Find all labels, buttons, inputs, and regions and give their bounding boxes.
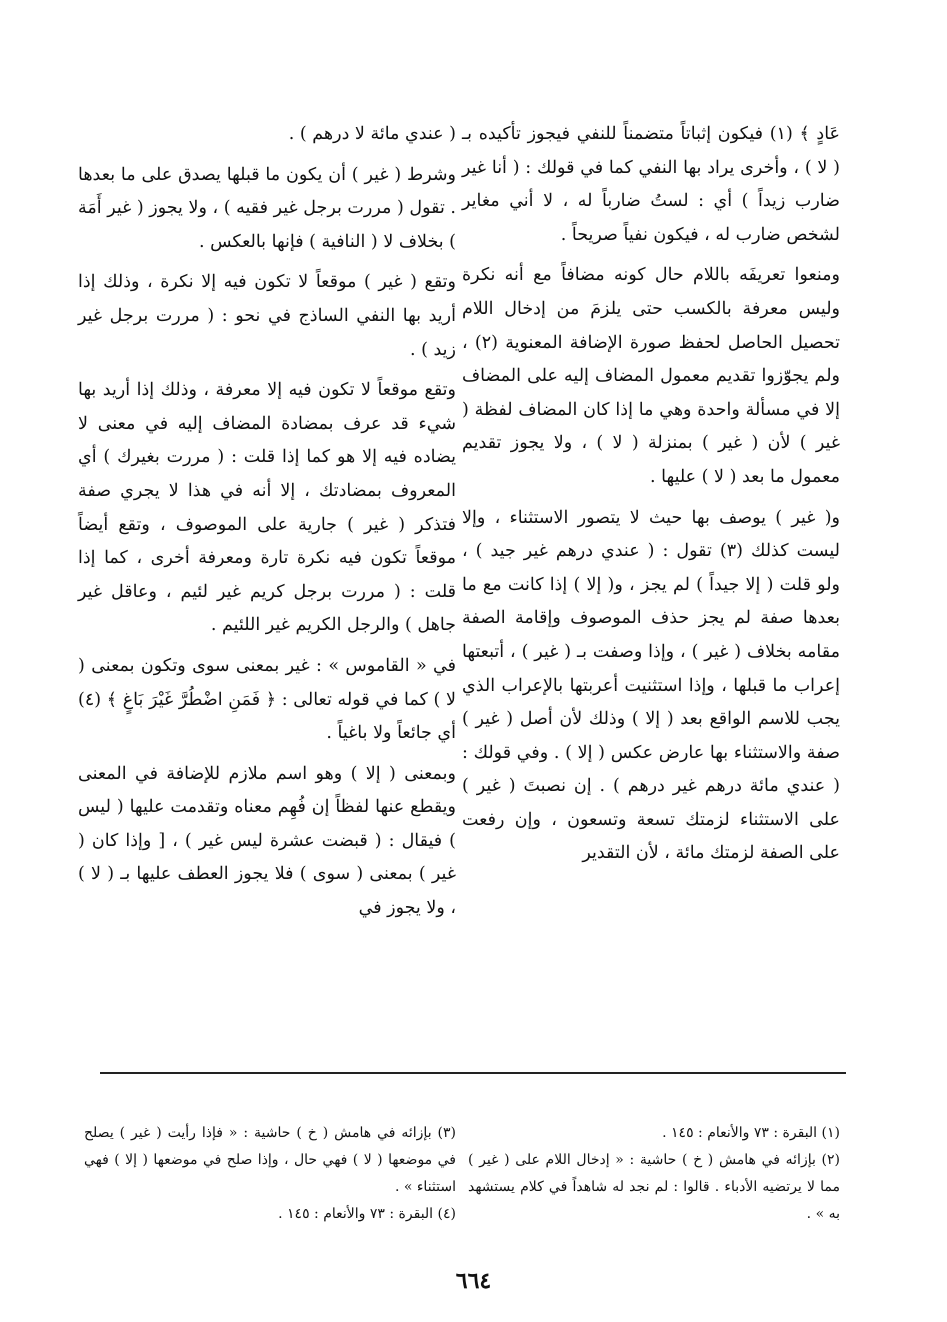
footnote-2: (٢) بإزائه في هامش ( خ ) حاشية : « إدخال اللام على ( غير ) مما لا يرتضيه الأدباء . قالوا : لم نجد له شاهداً في كلام يستشهد به » .: [468, 1152, 840, 1222]
paragraph: ومنعوا تعريفَه باللام حال كونه مضافاً مع أنه نكرة وليس معرفة بالكسب حتى يلزمَ من إدخال اللام تحصيل الحاصل لحفظ صورة الإضافة المعنوية (٢) ، ولم يجوّزوا تقديم معمول المضاف إليه على المضاف إلا في مسألة واحدة وهي ما إذا كان المضاف لفظة ( غير ) لأن ( غير ) بمنزلة ( لا ) ، ولا يجوز تقديم معمول ما بعد ( لا ) عليها .: [462, 265, 840, 487]
footnotes-left-column: [84, 1120, 456, 1228]
paragraph: وتقع ( غير ) موقعاً لا تكون فيه إلا نكرة ، وذلك إذا أريد بها النفي الساذج في نحو : ( مررت برجل غير زيد ) .: [78, 272, 456, 360]
paragraph: و( غير ) يوصف بها حيث لا يتصور الاستثناء ، وإلا ليست كذلك (٣) تقول : ( عندي درهم غير جيد ) ، ولو قلت ( إلا جيداً ) لم يجز ، و( إلا ) إذا كانت مع ما بعدها صفة لم يجز حذف الموصوف وإقامة الصفة مقامه بخلاف ( غير ) ، وإذا وصفت بـ ( غير ) ، أتبعتها إعراب ما قبلها ، وإذا استثنيت أعربتها بالإعراب الذي يجب للاسم الواقع بعد ( إلا ) وذلك لأن أصل ( غير ) صفة والاستثناء بها عارض عكس ( إلا ) . وفي قولك : ( عندي مائة درهم غير درهم ) . إن نصبتَ ( غير ) على الاستثناء لزمتك تسعة وتسعون ، وإن رفعت على الصفة لزمتك مائة ، لأن التقدير: [462, 507, 840, 864]
footnote-4: (٤) البقرة : ٧٣ والأنعام : ١٤٥ .: [278, 1206, 456, 1222]
paragraph: وتقع موقعاً لا تكون فيه إلا معرفة ، وذلك إذا أريد بها شيء قد عرف بمضادة المضاف إليه في معنى لا يضاده فيه إلا هو كما إذا قلت : ( مررت بغيرك ) أي المعروف بمضادتك ، إلا أنه في هذا لا يجري صفة فتذكر ( غير ) جارية على الموصوف ، وتقع أيضاً موقعاً تكون فيه نكرة تارة ومعرفة أخرى ، كما إذا قلت : ( مررت برجل كريم غير لئيم ، وعاقل غير جاهل ) والرجل الكريم غير اللئيم .: [78, 380, 456, 636]
main-text-left-column: [78, 118, 456, 926]
main-text-right-column: [462, 118, 840, 871]
footnote-divider: [100, 1072, 846, 1074]
paragraph: في « القاموس » : غير بمعنى سوى وتكون بمعنى ( لا ) كما في قوله تعالى : ﴿ فَمَنِ اضْطُرَّ غَيْرَ بَاغٍ ﴾ (٤) أي جائعاً ولا باغياً .: [78, 655, 456, 744]
paragraph: وشرط ( غير ) أن يكون ما قبلها يصدق على ما بعدها . تقول ( مررت برجل غير فقيه ) ، ولا يجوز ( غير أَمَة ) بخلاف لا ( النافية ) فإنها بالعكس .: [78, 164, 456, 252]
footnote-3: (٣) بإزائه في هامش ( خ ) حاشية : « فإذا رأيت ( غير ) يصلح في موضعها ( لا ) فهي حال ، وإذا صلح في موضعها ( إلا ) فهي استثناء » .: [84, 1125, 456, 1195]
paragraph: عَادٍ ﴾ (١) فيكون إثباتاً متضمناً للنفي فيجوز تأكيده بـ ( لا ) ، وأخرى يراد بها النفي كما في قولك : ( أنا غير ضارب زيداً ) أي : لستُ ضارباً له ، لا أني مغاير لشخص ضارب له ، فيكون نفياً صريحاً .: [462, 124, 840, 245]
paragraph: ( عندي مائة لا درهم ) .: [288, 124, 456, 144]
page-number: ٦٦٤: [455, 1268, 492, 1294]
footnote-1: (١) البقرة : ٧٣ والأنعام : ١٤٥ .: [662, 1125, 840, 1141]
paragraph: وبمعنى ( إلا ) وهو اسم ملازم للإضافة في المعنى ويقطع عنها لفظاً إن فُهِم معناه وتقدمت عليها ( ليس ) فيقال : ( قبضت عشرة ليس غير ) ، [ وإذا كان ( غير ) بمعنى ( سوى ) فلا يجوز العطف عليها بـ ( لا ) ، ولا يجوز في: [78, 763, 456, 919]
footnotes-right-column: [468, 1120, 840, 1228]
